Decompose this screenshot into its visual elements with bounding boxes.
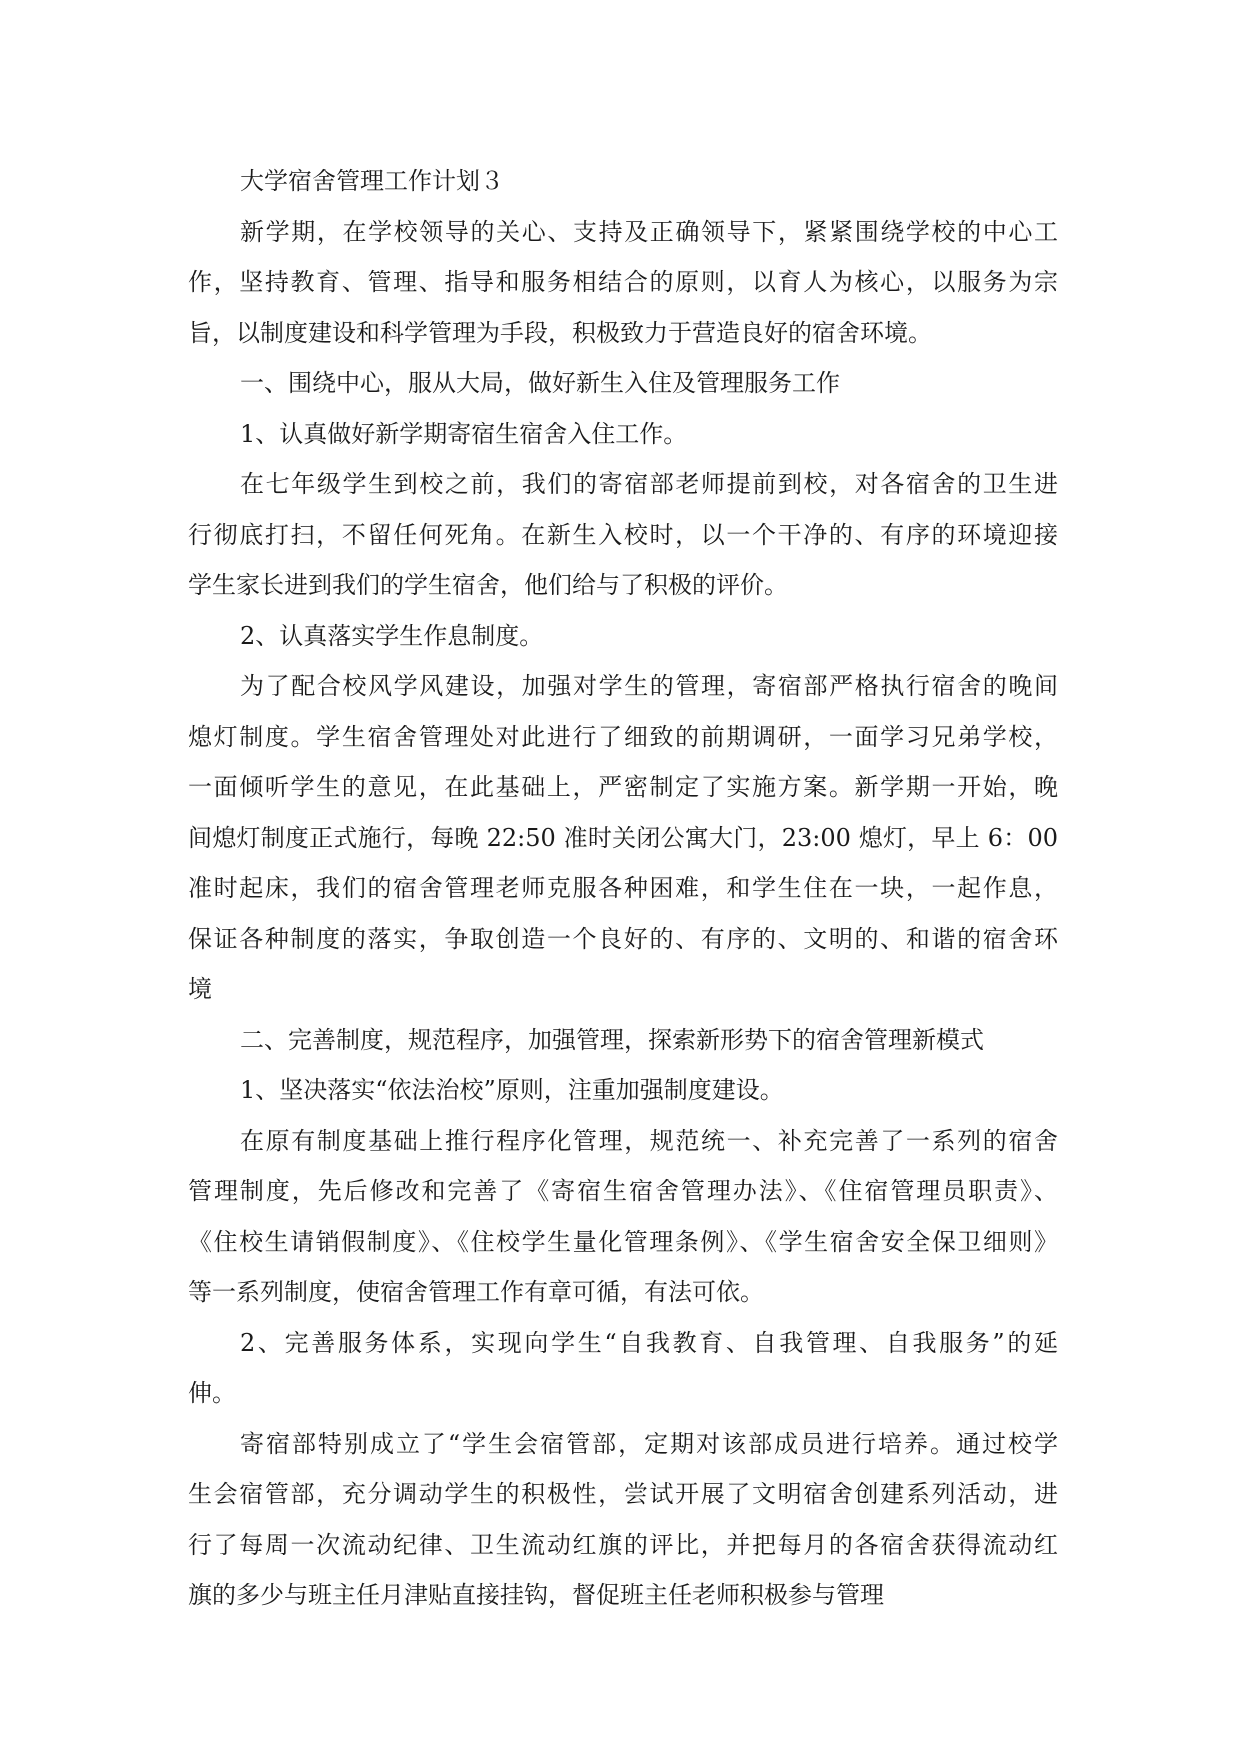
text-line: 等一系列制度，使宿舍管理工作有章可循，有法可依。 <box>188 1278 764 1306</box>
text-line: 管理制度，先后修改和完善了《寄宿生宿舍管理办法》、《住宿管理员职责》、 <box>188 1177 1058 1205</box>
text-line: 熄灯制度。学生宿舍管理处对此进行了细致的前期调研，一面学习兄弟学校， <box>188 722 1058 751</box>
text-line: 1、坚决落实“依法治校”原则，注重加强制度建设。 <box>240 1076 784 1104</box>
text-line: 伸。 <box>188 1379 236 1407</box>
text-line: 学生家长进到我们的学生宿舍，他们给与了积极的评价。 <box>188 571 788 599</box>
text-line: 为了配合校风学风建设，加强对学生的管理，寄宿部严格执行宿舍的晚间 <box>240 672 1058 700</box>
document-body <box>188 156 1058 1621</box>
text-line: 寄宿部特别成立了“学生会宿管部，定期对该部成员进行培养。通过校学 <box>240 1429 1058 1458</box>
text-line: 间熄灯制度正式施行，每晚 22:50 准时关闭公寓大门，23:00 熄灯，早上 6：00 <box>188 823 1058 852</box>
text-line: 行了每周一次流动纪律、卫生流动红旗的评比，并把每月的各宿舍获得流动红 <box>188 1530 1058 1559</box>
text-line: 1、认真做好新学期寄宿生宿舍入住工作。 <box>240 419 688 448</box>
text-line: 在原有制度基础上推行程序化管理，规范统一、补充完善了一系列的宿舍 <box>240 1126 1058 1155</box>
text-line: 一、围绕中心，服从大局，做好新生入住及管理服务工作 <box>240 369 840 397</box>
text-line: 在七年级学生到校之前，我们的寄宿部老师提前到校，对各宿舍的卫生进 <box>240 470 1058 498</box>
text-line: 二、完善制度，规范程序，加强管理，探索新形势下的宿舍管理新模式 <box>240 1025 984 1054</box>
text-line: 新学期，在学校领导的关心、支持及正确领导下，紧紧围绕学校的中心工 <box>240 217 1058 246</box>
text-line: 作，坚持教育、管理、指导和服务相结合的原则，以育人为核心，以服务为宗 <box>188 268 1058 296</box>
text-line: 旨，以制度建设和科学管理为手段，积极致力于营造良好的宿舍环境。 <box>188 318 932 347</box>
text-line: 《住校生请销假制度》、《住校学生量化管理条例》、《学生宿舍安全保卫细则》 <box>188 1227 1058 1256</box>
text-line: 行彻底打扫，不留任何死角。在新生入校时，以一个干净的、有序的环境迎接 <box>188 520 1058 549</box>
text-line: 境 <box>188 975 212 1003</box>
text-line: 一面倾听学生的意见，在此基础上，严密制定了实施方案。新学期一开始，晚 <box>188 773 1058 801</box>
text-line: 旗的多少与班主任月津贴直接挂钩，督促班主任老师积极参与管理 <box>188 1581 884 1609</box>
document-title: 大学宿舍管理工作计划３ <box>240 167 504 195</box>
text-line: 2、完善服务体系，实现向学生“自我教育、自我管理、自我服务”的延 <box>240 1328 1058 1357</box>
text-line: 保证各种制度的落实，争取创造一个良好的、有序的、文明的、和谐的宿舍环 <box>188 924 1058 953</box>
text-line: 生会宿管部，充分调动学生的积极性，尝试开展了文明宿舍创建系列活动，进 <box>188 1480 1058 1508</box>
text-line: 2、认真落实学生作息制度。 <box>240 621 544 650</box>
text-line: 准时起床，我们的宿舍管理老师克服各种困难，和学生住在一块，一起作息， <box>188 874 1058 902</box>
